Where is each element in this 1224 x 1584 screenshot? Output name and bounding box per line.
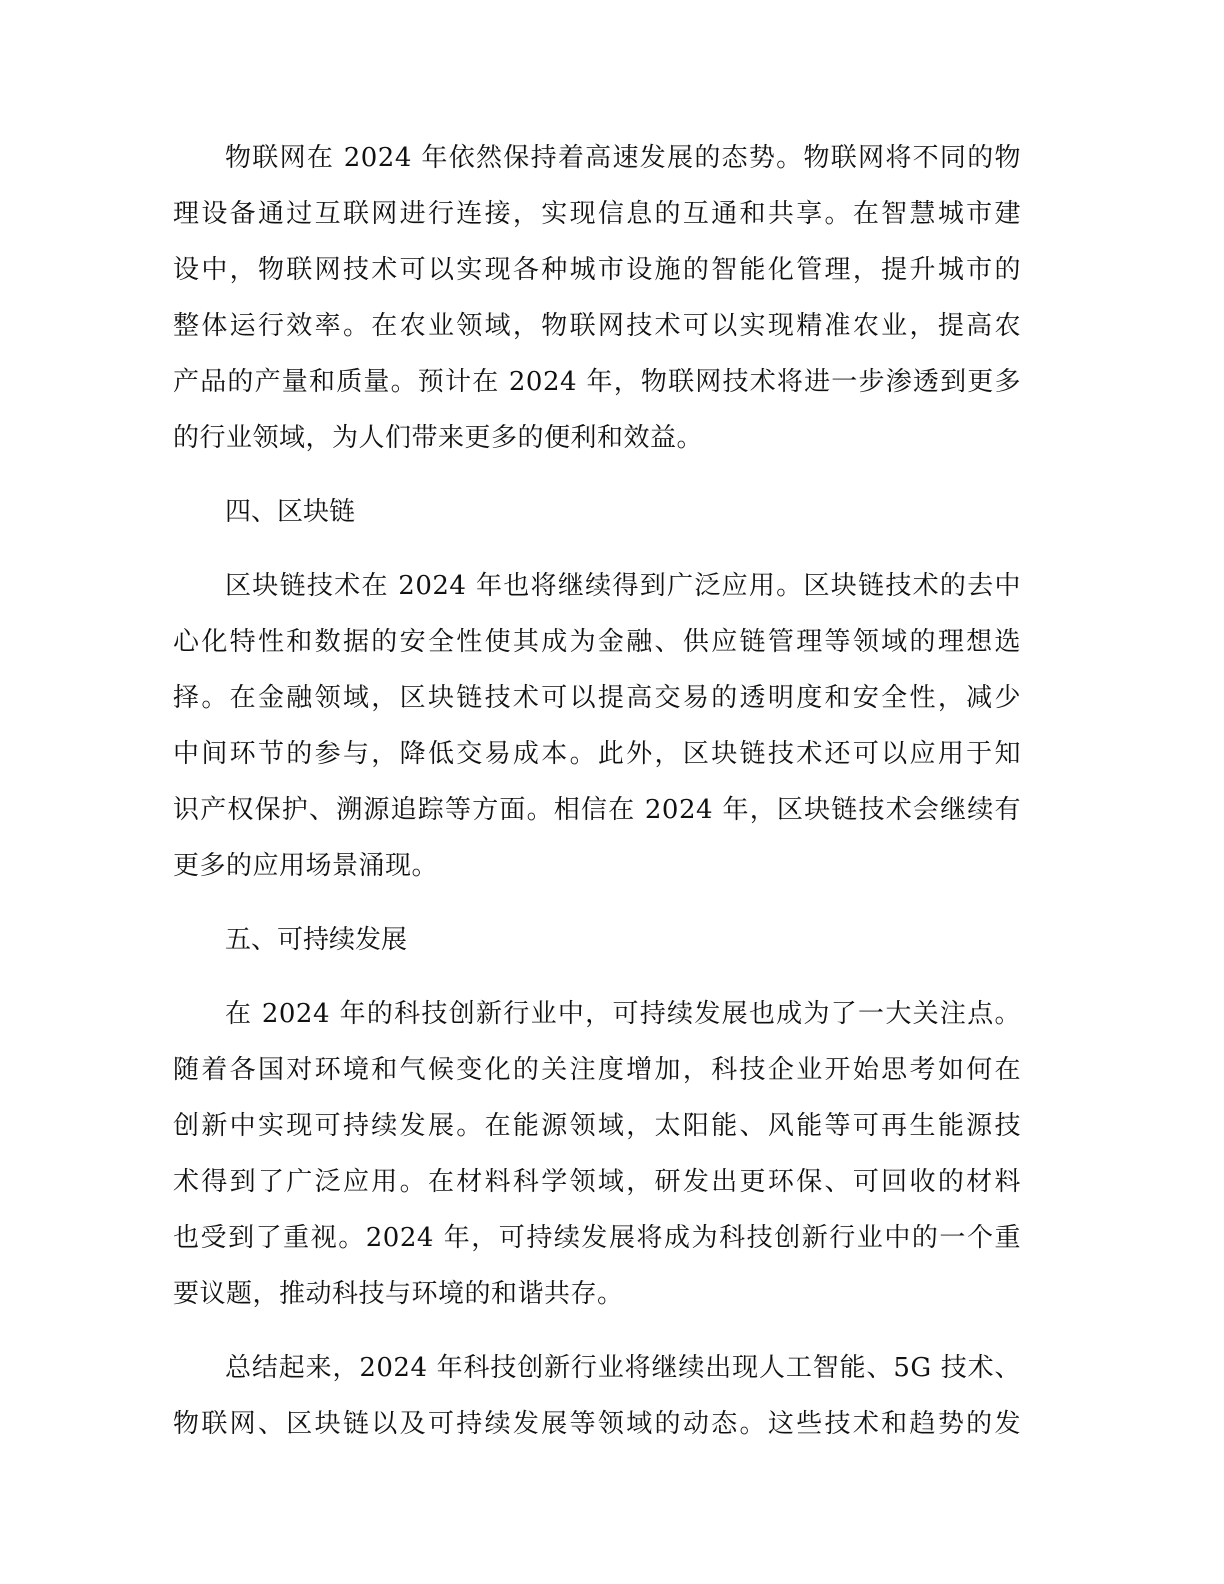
- document-page: [173, 130, 1021, 1452]
- text-line: 在 2024 年的科技创新行业中，可持续发展也成为了一大关注点。: [225, 999, 1021, 1029]
- text-line: 择。在金融领域，区块链技术可以提高交易的透明度和安全性，减少: [173, 683, 1021, 713]
- text-line: 区块链技术在 2024 年也将继续得到广泛应用。区块链技术的去中: [225, 571, 1021, 601]
- text-line: 更多的应用场景涌现。: [173, 851, 439, 881]
- paragraph-sustainability: [173, 986, 1021, 1322]
- text-line: 物联网在 2024 年依然保持着高速发展的态势。物联网将不同的物: [225, 143, 1021, 173]
- text-line: 术得到了广泛应用。在材料科学领域，研发出更环保、可回收的材料: [173, 1167, 1021, 1197]
- text-line: 中间环节的参与，降低交易成本。此外，区块链技术还可以应用于知: [173, 739, 1021, 769]
- text-line: 心化特性和数据的安全性使其成为金融、供应链管理等领域的理想选: [173, 627, 1021, 657]
- text-line: 设中，物联网技术可以实现各种城市设施的智能化管理，提升城市的: [173, 255, 1021, 285]
- section-heading-blockchain: 四、区块链: [225, 497, 356, 527]
- text-line: 的行业领域，为人们带来更多的便利和效益。: [173, 423, 704, 453]
- text-line: 要议题，推动科技与环境的和谐共存。: [173, 1279, 624, 1309]
- text-line: 物联网、区块链以及可持续发展等领域的动态。这些技术和趋势的发: [173, 1409, 1021, 1439]
- text-line: 整体运行效率。在农业领域，物联网技术可以实现精准农业，提高农: [173, 311, 1021, 341]
- text-line: 也受到了重视。2024 年，可持续发展将成为科技创新行业中的一个重: [173, 1223, 1021, 1253]
- paragraph-blockchain: [173, 558, 1021, 894]
- paragraph-iot: [173, 130, 1021, 466]
- text-line: 理设备通过互联网进行连接，实现信息的互通和共享。在智慧城市建: [173, 199, 1021, 229]
- text-line: 创新中实现可持续发展。在能源领域，太阳能、风能等可再生能源技: [173, 1111, 1021, 1141]
- paragraph-summary: [173, 1340, 1021, 1452]
- text-line: 产品的产量和质量。预计在 2024 年，物联网技术将进一步渗透到更多: [173, 367, 1021, 397]
- text-line: 识产权保护、溯源追踪等方面。相信在 2024 年，区块链技术会继续有: [173, 795, 1021, 825]
- section-heading-sustainability: 五、可持续发展: [225, 925, 408, 955]
- text-line: 总结起来，2024 年科技创新行业将继续出现人工智能、5G 技术、: [225, 1353, 1021, 1383]
- text-line: 随着各国对环境和气候变化的关注度增加，科技企业开始思考如何在: [173, 1055, 1021, 1085]
